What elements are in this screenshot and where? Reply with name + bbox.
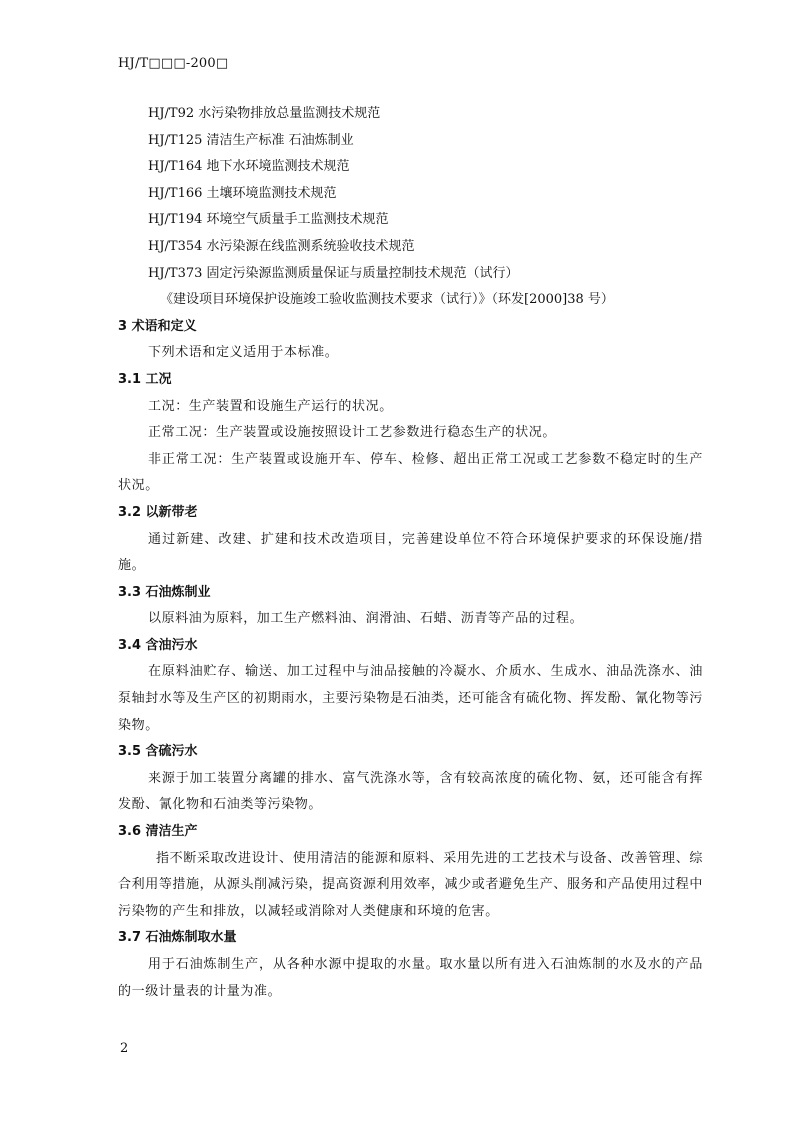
paragraph: 用于石油炼制生产，从各种水源中提取的水量。取水量以所有进入石油炼制的水及水的产品的一级计量表的计量为准。 bbox=[118, 957, 703, 999]
section-heading: 3.4 含油污水 bbox=[118, 637, 198, 653]
section-heading: 3.1 工况 bbox=[118, 371, 172, 387]
reference-item: HJ/T194 环境空气质量手工监测技术规范 bbox=[148, 212, 389, 228]
section-heading: 3.3 石油炼制业 bbox=[118, 584, 211, 600]
reference-item: HJ/T164 地下水环境监测技术规范 bbox=[148, 159, 350, 175]
reference-item: HJ/T125 清洁生产标准 石油炼制业 bbox=[148, 132, 354, 148]
paragraph: 非正常工况：生产装置或设施开车、停车、检修、超出正常工况或工艺参数不稳定时的生产状况。 bbox=[118, 451, 703, 494]
reference-list bbox=[118, 101, 703, 314]
paragraph: 正常工况：生产装置或设施按照设计工艺参数进行稳态生产的状况。 bbox=[148, 425, 557, 441]
paragraph: 下列术语和定义适用于本标准。 bbox=[148, 345, 339, 361]
section-heading: 3.5 含硫污水 bbox=[118, 744, 198, 760]
paragraph: 在原料油贮存、输送、加工过程中与油品接触的冷凝水、介质水、生成水、油品洗涤水、油泵轴封水等及生产区的初期雨水，主要污染物是石油类，还可能含有硫化物、挥发酚、氰化物等污染物。 bbox=[118, 664, 703, 733]
section-heading: 3 术语和定义 bbox=[118, 318, 197, 334]
document-code-header: HJ/T□□□-200□ bbox=[118, 56, 229, 71]
paragraph: 以原料油为原料，加工生产燃料油、润滑油、石蜡、沥青等产品的过程。 bbox=[148, 611, 584, 627]
section-heading: 3.2 以新带老 bbox=[118, 504, 198, 520]
reference-item: HJ/T354 水污染源在线监测系统验收技术规范 bbox=[148, 238, 415, 254]
paragraph: 工况：生产装置和设施生产运行的状况。 bbox=[148, 398, 393, 414]
page-number: 2 bbox=[120, 1041, 129, 1056]
reference-item: HJ/T166 土壤环境监测技术规范 bbox=[148, 185, 337, 201]
paragraph: 来源于加工装置分离罐的排水、富气洗涤水等，含有较高浓度的硫化物、氨，还可能含有挥发酚、氰化物和石油类等污染物。 bbox=[118, 770, 703, 813]
document-body bbox=[118, 101, 703, 1005]
reference-item: HJ/T92 水污染物排放总量监测技术规范 bbox=[148, 106, 381, 121]
reference-item: 《建设项目环境保护设施竣工验收监测技术要求（试行）》（环发[2000]38 号） bbox=[160, 292, 614, 308]
paragraph: 指不断采取改进设计、使用清洁的能源和原料、采用先进的工艺技术与设备、改善管理、综合利用等措施，从源头削减污染，提高资源利用效率，减少或者避免生产、服务和产品使用过程中污染物的产生和排放，以减轻或消除对人类健康和环境的危害。 bbox=[118, 850, 703, 919]
section-heading: 3.7 石油炼制取水量 bbox=[118, 930, 237, 946]
section-heading: 3.6 清洁生产 bbox=[118, 824, 198, 840]
reference-item: HJ/T373 固定污染源监测质量保证与质量控制技术规范（试行） bbox=[148, 265, 519, 281]
paragraph: 通过新建、改建、扩建和技术改造项目，完善建设单位不符合环境保护要求的环保设施/措施。 bbox=[118, 531, 703, 574]
